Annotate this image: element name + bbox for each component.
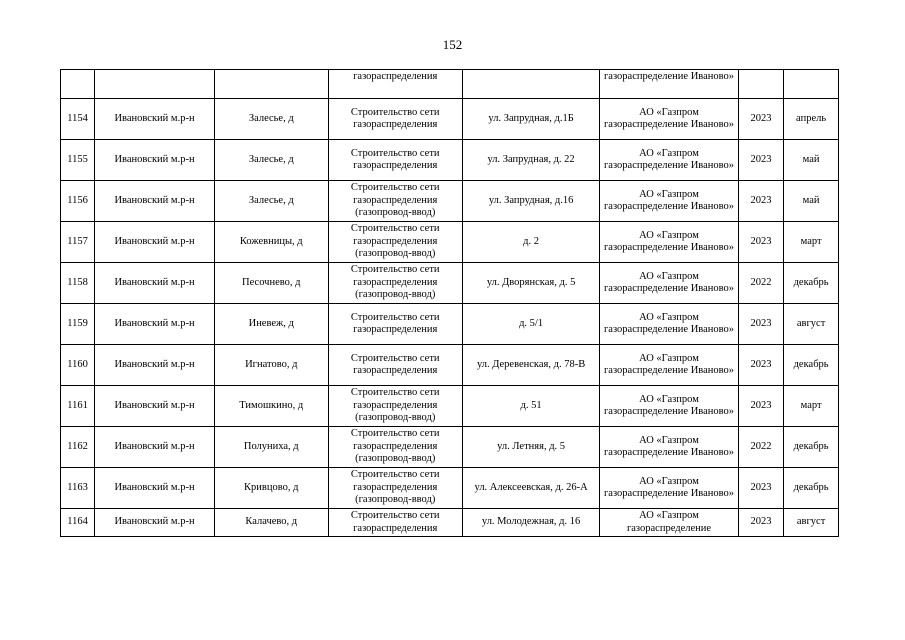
work-type-cell <box>328 181 462 222</box>
settlement-cell-text: Кривцово, д <box>244 481 299 493</box>
district-cell <box>95 427 215 468</box>
address-cell-text: ул. Запрудная, д.16 <box>488 194 574 206</box>
settlement-cell-text: Кожевницы, д <box>239 235 303 247</box>
address-cell-text: ул. Алексеевская, д. 26-А <box>474 481 588 493</box>
year-cell-text: 2023 <box>750 358 772 370</box>
settlement-cell <box>214 263 328 304</box>
row-number-cell-text: 1164 <box>67 516 88 528</box>
address-cell-text: ул. Запрудная, д.1Б <box>488 112 574 124</box>
year-cell <box>738 263 783 304</box>
settlement-cell <box>214 181 328 222</box>
address-cell-text: ул. Дворянская, д. 5 <box>486 276 576 288</box>
row-number-cell <box>61 345 95 386</box>
month-cell-text: декабрь <box>793 481 829 493</box>
organization-cell <box>600 468 738 509</box>
year-cell <box>738 386 783 427</box>
row-number-cell-text: 1161 <box>67 399 88 411</box>
district-cell <box>95 181 215 222</box>
organization-cell-text: АО «Газпром газораспределение Иваново» <box>604 270 735 294</box>
address-cell <box>462 222 599 263</box>
row-number-cell <box>61 181 95 222</box>
work-type-cell <box>328 468 462 509</box>
year-cell <box>738 345 783 386</box>
settlement-cell-text: Залесье, д <box>248 194 294 206</box>
district-cell <box>95 70 215 99</box>
work-type-cell <box>328 140 462 181</box>
month-cell-text: май <box>802 153 820 165</box>
settlement-cell <box>214 427 328 468</box>
organization-cell <box>600 222 738 263</box>
settlement-cell-text: Полуниха, д <box>243 440 299 452</box>
organization-cell <box>600 509 738 537</box>
organization-cell-text: АО «Газпром газораспределение Иваново» <box>604 147 735 171</box>
work-type-cell <box>328 304 462 345</box>
month-cell-text: май <box>802 194 820 206</box>
settlement-cell <box>214 345 328 386</box>
district-cell <box>95 222 215 263</box>
settlement-cell-text: Игнатово, д <box>245 358 298 370</box>
month-cell <box>784 222 839 263</box>
table-row <box>61 304 839 345</box>
year-cell <box>738 140 783 181</box>
month-cell-text: март <box>800 235 822 247</box>
table-row <box>61 222 839 263</box>
organization-cell-text: АО «Газпром газораспределение Иваново» <box>604 393 735 417</box>
work-type-cell-text: газораспределения <box>353 71 438 82</box>
table-row <box>61 345 839 386</box>
organization-cell <box>600 345 738 386</box>
organization-cell <box>600 263 738 304</box>
year-cell <box>738 427 783 468</box>
table-row <box>61 427 839 468</box>
organization-cell <box>600 70 738 99</box>
row-number-cell-text: 1155 <box>67 153 88 165</box>
district-cell <box>95 509 215 537</box>
district-cell-text: Ивановский м.р-н <box>114 194 195 206</box>
organization-cell <box>600 427 738 468</box>
year-cell-text: 2023 <box>750 194 772 206</box>
work-type-cell <box>328 345 462 386</box>
year-cell-text: 2023 <box>750 317 772 329</box>
address-cell-text: ул. Летняя, д. 5 <box>497 440 566 452</box>
year-cell-text: 2023 <box>750 153 772 165</box>
settlement-cell <box>214 140 328 181</box>
month-cell-text: апрель <box>796 112 827 124</box>
district-cell-text: Ивановский м.р-н <box>114 358 195 370</box>
district-cell-text: Ивановский м.р-н <box>114 317 195 329</box>
settlement-cell <box>214 468 328 509</box>
address-cell-text: ул. Запрудная, д. 22 <box>487 153 575 165</box>
district-cell <box>95 140 215 181</box>
address-cell-text: ул. Деревенская, д. 78-В <box>476 358 586 370</box>
month-cell <box>784 345 839 386</box>
address-cell <box>462 386 599 427</box>
organization-cell <box>600 140 738 181</box>
district-cell-text: Ивановский м.р-н <box>114 112 195 124</box>
year-cell <box>738 468 783 509</box>
year-cell-text: 2023 <box>750 399 772 411</box>
table-row <box>61 140 839 181</box>
settlement-cell-text: Калачево, д <box>245 516 298 528</box>
row-number-cell <box>61 222 95 263</box>
work-type-cell <box>328 70 462 99</box>
row-number-cell-text: 1163 <box>67 481 88 493</box>
organization-cell <box>600 304 738 345</box>
row-number-cell-text: 1159 <box>67 317 88 329</box>
settlement-cell <box>214 222 328 263</box>
work-type-cell-text: Строительство сети газораспределения (газопровод-ввод) <box>350 387 440 424</box>
district-cell-text: Ивановский м.р-н <box>114 440 195 452</box>
year-cell <box>738 222 783 263</box>
organization-cell-text: АО «Газпром газораспределение Иваново» <box>604 434 735 458</box>
year-cell <box>738 181 783 222</box>
table-body <box>61 70 839 537</box>
address-cell <box>462 509 599 537</box>
address-cell <box>462 427 599 468</box>
organization-cell-text: АО «Газпром газораспределение Иваново» <box>604 188 735 212</box>
address-cell <box>462 140 599 181</box>
address-cell-text: д. 5/1 <box>519 317 544 329</box>
month-cell <box>784 509 839 537</box>
settlement-cell-text: Тимошкино, д <box>239 399 304 411</box>
district-cell-text: Ивановский м.р-н <box>114 516 195 528</box>
settlement-cell <box>214 386 328 427</box>
row-number-cell <box>61 263 95 304</box>
settlement-cell <box>214 304 328 345</box>
row-number-cell-text: 1154 <box>67 112 88 124</box>
year-cell <box>738 304 783 345</box>
table-row <box>61 181 839 222</box>
month-cell-text: декабрь <box>793 276 829 288</box>
district-cell <box>95 468 215 509</box>
address-cell-text: ул. Молодежная, д. 16 <box>481 516 581 528</box>
work-type-cell-text: Строительство сети газораспределения <box>350 106 440 130</box>
settlement-cell-text: Песочнево, д <box>242 276 301 288</box>
year-cell-text: 2022 <box>750 276 772 288</box>
year-cell <box>738 99 783 140</box>
organization-cell-text: газораспределение Иваново» <box>604 71 735 82</box>
address-cell <box>462 70 599 99</box>
row-number-cell-text: 1157 <box>67 235 88 247</box>
month-cell <box>784 468 839 509</box>
work-type-cell-text: Строительство сети газораспределения <box>350 311 440 335</box>
table-row <box>61 70 839 99</box>
district-cell-text: Ивановский м.р-н <box>114 481 195 493</box>
month-cell-text: декабрь <box>793 440 829 452</box>
district-cell <box>95 99 215 140</box>
work-type-cell-text: Строительство сети газораспределения (газопровод-ввод) <box>350 264 440 301</box>
month-cell <box>784 427 839 468</box>
row-number-cell <box>61 304 95 345</box>
gas-network-table <box>60 69 839 537</box>
organization-cell <box>600 181 738 222</box>
row-number-cell <box>61 140 95 181</box>
organization-cell-text: АО «Газпром газораспределение Иваново» <box>604 229 735 253</box>
work-type-cell-text: Строительство сети газораспределения <box>350 147 440 171</box>
year-cell-text: 2022 <box>750 440 772 452</box>
address-cell-text: д. 2 <box>523 235 540 247</box>
month-cell <box>784 304 839 345</box>
work-type-cell <box>328 509 462 537</box>
work-type-cell-text: Строительство сети газораспределения (газопровод-ввод) <box>350 428 440 465</box>
work-type-cell <box>328 263 462 304</box>
row-number-cell <box>61 70 95 99</box>
work-type-cell-text: Строительство сети газораспределения (газопровод-ввод) <box>350 223 440 260</box>
year-cell <box>738 509 783 537</box>
district-cell-text: Ивановский м.р-н <box>114 276 195 288</box>
month-cell-text: август <box>796 516 826 528</box>
district-cell <box>95 263 215 304</box>
organization-cell-text: АО «Газпром газораспределение <box>626 510 712 534</box>
settlement-cell-text: Залесье, д <box>248 153 294 165</box>
organization-cell-text: АО «Газпром газораспределение Иваново» <box>604 106 735 130</box>
district-cell <box>95 345 215 386</box>
work-type-cell <box>328 427 462 468</box>
row-number-cell-text: 1162 <box>67 440 88 452</box>
year-cell-text: 2023 <box>750 235 772 247</box>
work-type-cell <box>328 222 462 263</box>
row-number-cell-text: 1156 <box>67 194 88 206</box>
table-row <box>61 263 839 304</box>
month-cell <box>784 181 839 222</box>
district-cell-text: Ивановский м.р-н <box>114 153 195 165</box>
work-type-cell-text: Строительство сети газораспределения <box>350 510 440 534</box>
settlement-cell-text: Иневеж, д <box>248 317 294 329</box>
work-type-cell <box>328 386 462 427</box>
address-cell <box>462 181 599 222</box>
page-number: 152 <box>442 37 463 52</box>
work-type-cell-text: Строительство сети газораспределения (газопровод-ввод) <box>350 182 440 219</box>
year-cell-text: 2023 <box>750 481 772 493</box>
row-number-cell-text: 1160 <box>67 358 88 370</box>
settlement-cell <box>214 70 328 99</box>
month-cell <box>784 99 839 140</box>
address-cell <box>462 468 599 509</box>
work-type-cell <box>328 99 462 140</box>
district-cell-text: Ивановский м.р-н <box>114 235 195 247</box>
organization-cell-text: АО «Газпром газораспределение Иваново» <box>604 352 735 376</box>
row-number-cell <box>61 386 95 427</box>
table-row <box>61 99 839 140</box>
month-cell-text: декабрь <box>793 358 829 370</box>
work-type-cell-text: Строительство сети газораспределения (газопровод-ввод) <box>350 469 440 506</box>
month-cell <box>784 140 839 181</box>
month-cell-text: март <box>800 399 822 411</box>
year-cell-text: 2023 <box>750 516 772 528</box>
district-cell-text: Ивановский м.р-н <box>114 399 195 411</box>
organization-cell-text: АО «Газпром газораспределение Иваново» <box>604 311 735 335</box>
row-number-cell <box>61 99 95 140</box>
month-cell <box>784 386 839 427</box>
table-row <box>61 468 839 509</box>
table-row <box>61 386 839 427</box>
address-cell-text: д. 51 <box>520 399 542 411</box>
settlement-cell-text: Залесье, д <box>248 112 294 124</box>
row-number-cell <box>61 468 95 509</box>
month-cell-text: август <box>796 317 826 329</box>
district-cell <box>95 386 215 427</box>
row-number-cell-text: 1158 <box>67 276 88 288</box>
year-cell-text: 2023 <box>750 112 772 124</box>
month-cell <box>784 263 839 304</box>
address-cell <box>462 345 599 386</box>
table-row <box>61 509 839 537</box>
organization-cell <box>600 99 738 140</box>
row-number-cell <box>61 427 95 468</box>
row-number-cell <box>61 509 95 537</box>
settlement-cell <box>214 99 328 140</box>
year-cell <box>738 70 783 99</box>
organization-cell <box>600 386 738 427</box>
address-cell <box>462 304 599 345</box>
month-cell <box>784 70 839 99</box>
settlement-cell <box>214 509 328 537</box>
district-cell <box>95 304 215 345</box>
organization-cell-text: АО «Газпром газораспределение Иваново» <box>604 475 735 499</box>
address-cell <box>462 263 599 304</box>
work-type-cell-text: Строительство сети газораспределения <box>350 352 440 376</box>
address-cell <box>462 99 599 140</box>
